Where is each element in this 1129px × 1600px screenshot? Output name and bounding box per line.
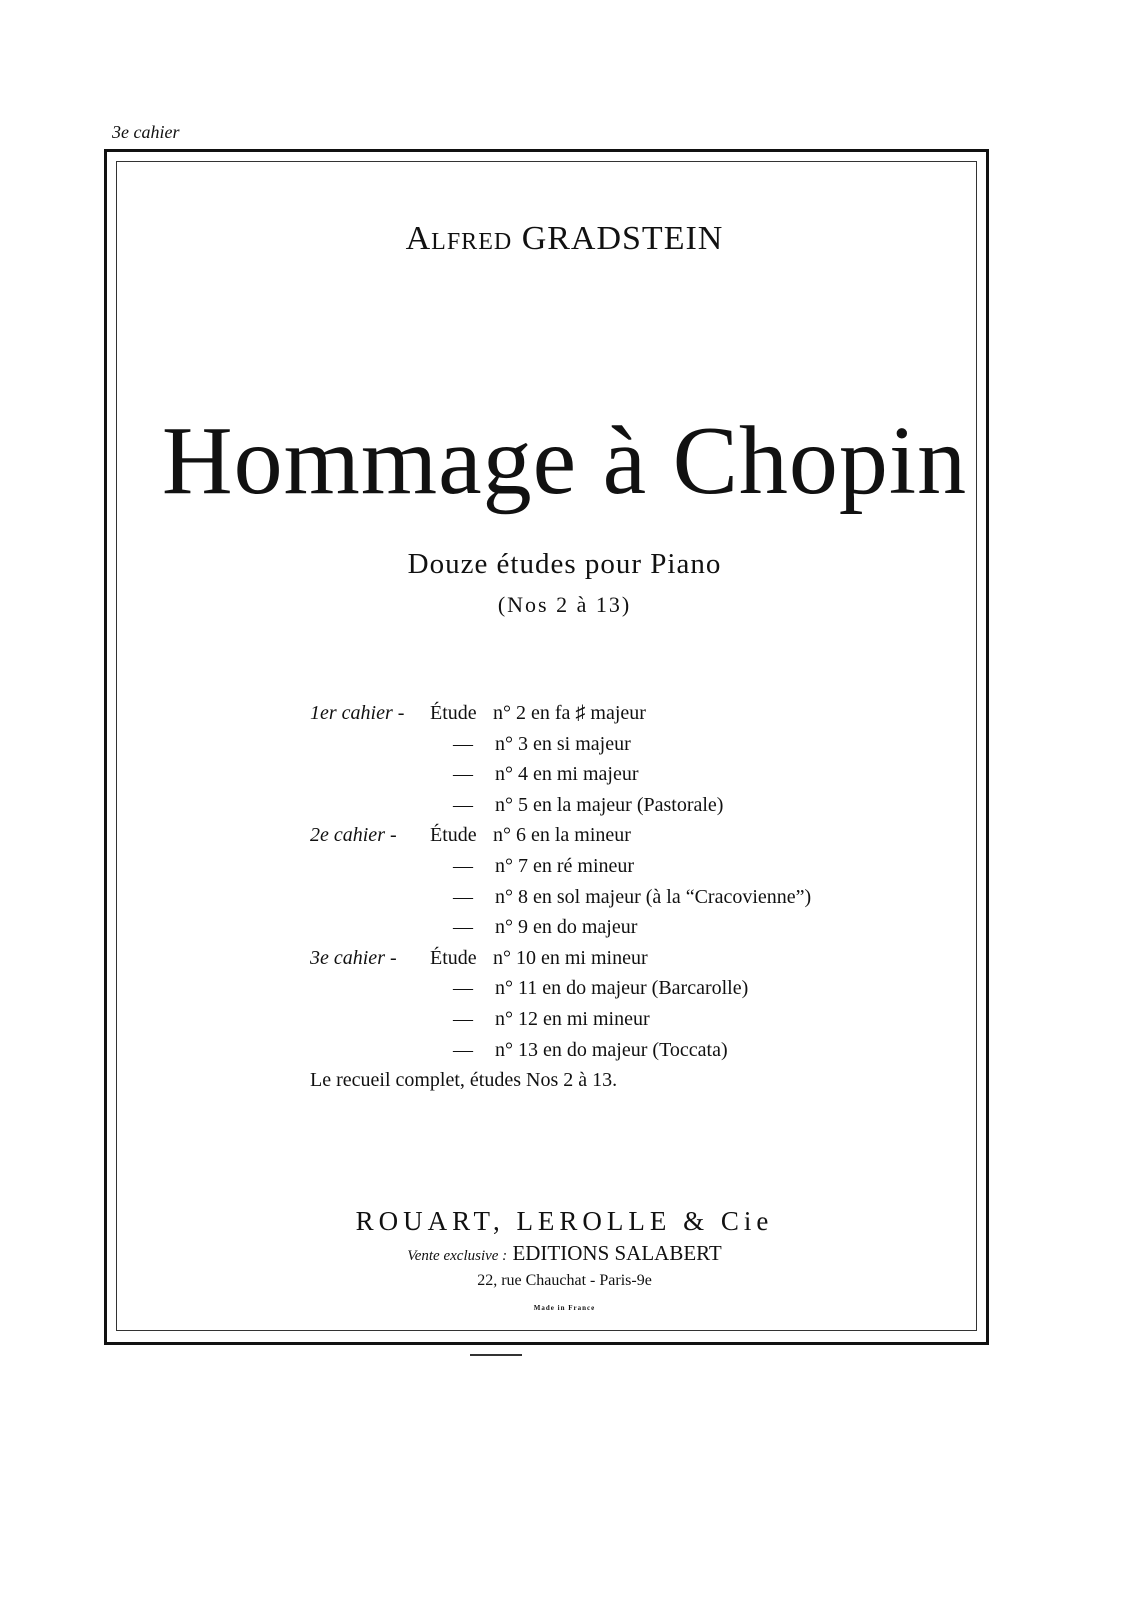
contents-item — [310, 1035, 728, 1066]
distribution — [0, 1241, 1129, 1266]
etude-label: Étude — [430, 824, 477, 847]
cahier-label: 2e cahier - — [310, 824, 397, 847]
composer-name — [0, 220, 1129, 258]
dash: — — [453, 977, 473, 1000]
dash: — — [453, 854, 473, 877]
contents-item — [310, 973, 749, 1004]
contents-item — [310, 943, 648, 974]
cahier-label: 1er cahier - — [310, 702, 405, 724]
contents-item — [310, 851, 635, 882]
subtitle: Douze études pour Piano — [407, 548, 722, 580]
publisher-address: 22, rue Chauchat - Paris-9e — [477, 1272, 652, 1289]
distribution-label: Vente exclusive : — [407, 1248, 508, 1264]
contents-item — [310, 820, 631, 851]
composer-last-name: GRADSTEIN — [521, 220, 724, 257]
piece-title: n° 8 en sol majeur (à la “Cracovienne”) — [495, 885, 812, 908]
contents-item — [310, 759, 639, 790]
piece-title: n° 13 en do majeur (Toccata) — [495, 1038, 728, 1061]
distribution-name: EDITIONS SALABERT — [512, 1241, 722, 1265]
made-in-label: Made in France — [533, 1304, 596, 1312]
piece-title: n° 11 en do majeur (Barcarolle) — [495, 977, 749, 1000]
dash: — — [453, 1038, 473, 1061]
scan-mark — [470, 1354, 522, 1356]
piece-title: n° 5 en la majeur (Pastorale) — [495, 793, 724, 816]
dash: — — [453, 763, 473, 786]
contents-item — [310, 1004, 650, 1035]
contents-item — [310, 790, 724, 821]
dash: — — [453, 885, 473, 908]
dash: — — [453, 793, 473, 816]
piece-title: n° 6 en la mineur — [493, 824, 631, 847]
piece-title: n° 7 en ré mineur — [495, 854, 635, 877]
piece-title: n° 3 en si majeur — [495, 732, 631, 755]
contents-list — [310, 698, 812, 1096]
etude-label: Étude — [430, 702, 477, 724]
piece-title: n° 9 en do majeur — [495, 916, 638, 939]
piece-title: n° 2 en fa ♯ majeur — [493, 702, 646, 724]
page-title: Hommage à Chopin — [161, 407, 968, 515]
dash: — — [453, 916, 473, 939]
piece-title: n° 10 en mi mineur — [493, 946, 648, 969]
complete-collection: Le recueil complet, études Nos 2 à 13. — [310, 1069, 618, 1092]
piece-title: n° 12 en mi mineur — [495, 1007, 650, 1030]
etude-label: Étude — [430, 946, 477, 969]
numbers-range: (Nos 2 à 13) — [497, 592, 632, 617]
contents-item — [310, 882, 812, 913]
cahier-label: 3e cahier - — [310, 946, 397, 969]
dash: — — [453, 1007, 473, 1030]
contents-item — [310, 729, 631, 760]
composer-first-name: Alfred — [405, 220, 513, 257]
piece-title: n° 4 en mi majeur — [495, 763, 639, 786]
publisher: ROUART, LEROLLE & Cie — [355, 1206, 774, 1236]
contents-item — [310, 912, 638, 943]
dash: — — [453, 732, 473, 755]
contents-item — [310, 698, 646, 729]
corner-label: 3e cahier — [112, 122, 180, 142]
